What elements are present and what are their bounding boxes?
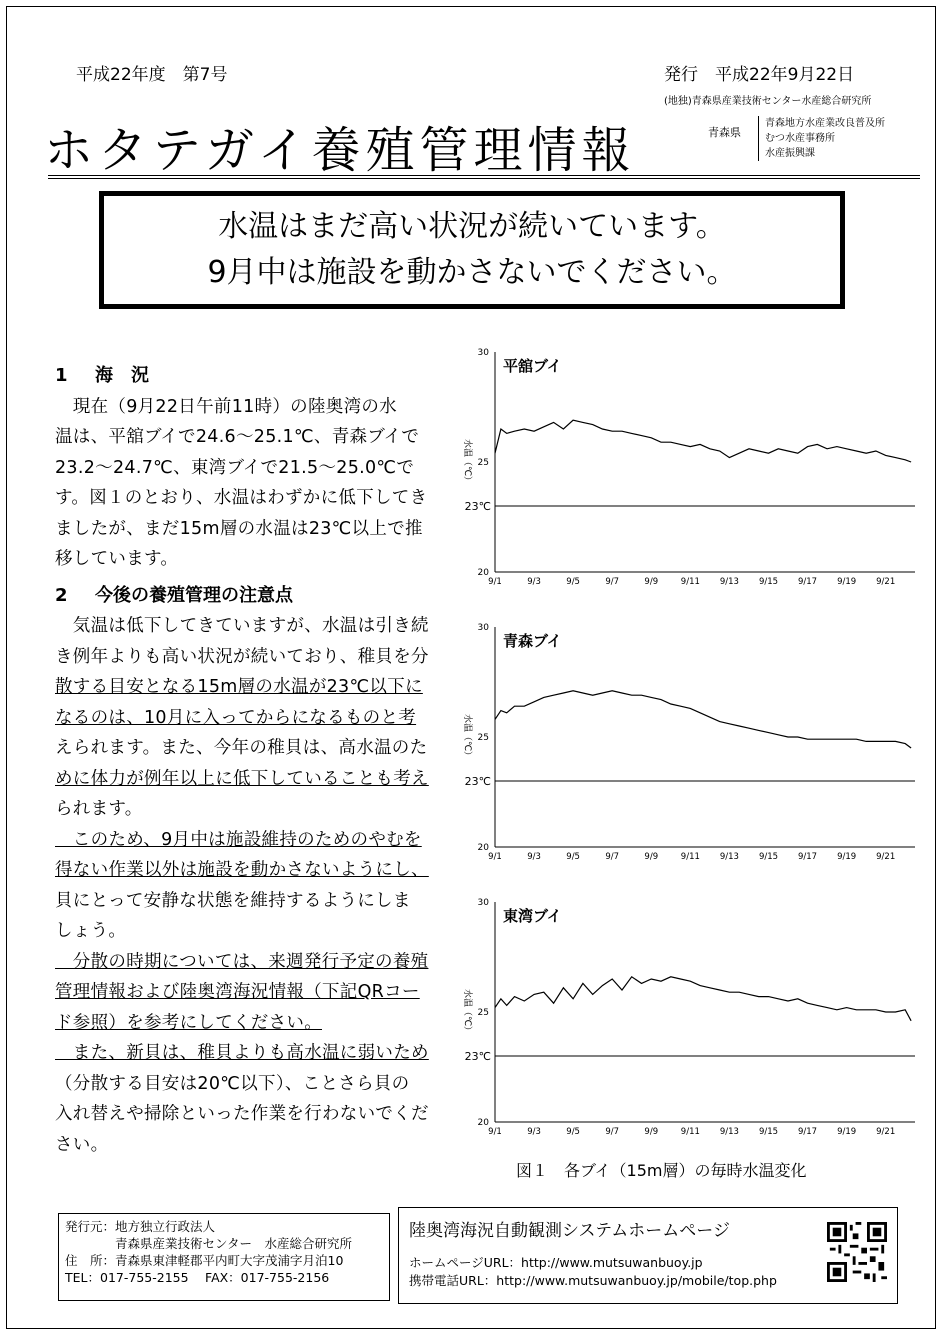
publisher-line: TEL：017-755-2155 FAX：017-755-2156	[65, 1270, 330, 1285]
x-tick-label: 9/15	[758, 1127, 779, 1137]
x-tick-label: 9/3	[527, 577, 541, 587]
y-axis-label: 水温（℃）	[462, 713, 472, 761]
text-line: 分散の時期については、来週発行予定の養殖	[55, 951, 429, 972]
chart-title: 平舘ブイ	[503, 357, 562, 375]
text-line: ましたが、まだ15m層の水温は23℃以上で推	[55, 518, 423, 539]
x-tick-label: 9/19	[837, 577, 857, 587]
section-heading	[55, 361, 455, 392]
paragraph	[55, 825, 455, 947]
x-tick-label: 9/15	[758, 577, 779, 587]
publisher-line: 青森県産業技術センター 水産総合研究所	[65, 1236, 353, 1251]
chart-panel	[455, 340, 925, 1160]
y-tick-label: 30	[477, 898, 489, 908]
mobile-url[interactable]: 携帯電話URL：http://www.mutsuwanbuoy.jp/mobile/top.php	[409, 1273, 777, 1288]
reference-label: 23℃	[464, 500, 491, 513]
x-tick-label: 9/3	[527, 852, 541, 862]
text-line: 23.2～24.7℃、東湾ブイで21.5～25.0℃で	[55, 457, 415, 478]
text-line: 管理情報および陸奥湾海況情報（下記QRコー	[55, 982, 420, 1002]
x-tick-label: 9/7	[605, 852, 620, 862]
x-tick-label: 9/21	[876, 1127, 896, 1137]
series-line	[495, 691, 911, 748]
paragraph	[55, 392, 455, 575]
x-tick-label: 9/19	[837, 1127, 857, 1137]
homepage-url[interactable]: ホームページURL：http://www.mutsuwanbuoy.jp	[409, 1255, 703, 1270]
y-axis-label: 水温（℃）	[462, 438, 472, 486]
text-line: ド参照）を参考にしてください。	[55, 1012, 322, 1033]
prefecture-label: 青森県	[708, 126, 741, 139]
text-line: なるのは、10月に入ってからになるものと考	[55, 707, 417, 728]
x-tick-label: 9/13	[719, 1127, 739, 1137]
x-tick-label: 9/21	[876, 852, 896, 862]
banner-line: 水温はまだ高い状況が続いています。	[218, 209, 726, 244]
publisher-line: 発行元：地方独立行政法人	[65, 1219, 216, 1234]
x-tick-label: 9/5	[566, 577, 580, 587]
x-tick-label: 9/7	[605, 577, 620, 587]
department-item: むつ水産事務所	[765, 133, 835, 144]
x-tick-label: 9/7	[605, 1127, 620, 1137]
chart-tairadate	[455, 340, 925, 590]
section-title: 海 況	[95, 365, 149, 386]
chart-svg	[455, 615, 925, 865]
x-tick-label: 9/13	[719, 577, 739, 587]
x-tick-label: 9/1	[488, 577, 502, 587]
article-body	[55, 355, 455, 1160]
issue-number: 平成22年度 第7号	[76, 65, 228, 85]
reference-label: 23℃	[464, 775, 491, 788]
qr-code-icon[interactable]	[827, 1222, 887, 1282]
x-tick-label: 9/17	[798, 1127, 818, 1137]
text-line: 得ない作業以外は施設を動かさないようにし、	[55, 860, 429, 880]
publisher-line: 住 所：青森県東津軽郡平内町大字茂浦字月泊10	[65, 1253, 344, 1268]
series-line	[495, 977, 911, 1021]
text-line: られます。	[55, 799, 143, 819]
homepage-box	[398, 1207, 898, 1304]
banner-line: 9月中は施設を動かさないでください。	[207, 255, 737, 290]
department-item: 水産振興課	[765, 148, 815, 159]
paragraph	[55, 611, 455, 825]
x-tick-label: 9/19	[837, 852, 857, 862]
x-tick-label: 9/17	[798, 577, 818, 587]
section-number: 2	[55, 584, 68, 606]
y-tick-label: 30	[477, 623, 489, 633]
x-tick-label: 9/11	[680, 577, 700, 587]
text-line: さい。	[55, 1134, 109, 1155]
x-tick-label: 9/13	[719, 852, 739, 862]
section-title: 今後の養殖管理の注意点	[95, 584, 293, 606]
x-tick-label: 9/17	[798, 852, 818, 862]
text-line: 散する目安となる15m層の水温が23℃以下に	[55, 677, 423, 697]
text-line: めに体力が例年以上に低下していることも考え	[55, 768, 429, 789]
x-tick-label: 9/5	[566, 852, 580, 862]
y-tick-label: 20	[477, 1118, 489, 1128]
text-line: 気温は低下してきていますが、水温は引き続	[55, 616, 429, 636]
x-tick-label: 9/1	[488, 1127, 502, 1137]
text-line: 移しています。	[55, 549, 179, 569]
figure-caption: 図１ 各ブイ（15m層）の毎時水温変化	[516, 1161, 807, 1180]
homepage-title: 陸奥湾海況自動観測システムホームページ	[409, 1221, 730, 1241]
y-axis-label: 水温（℃）	[462, 988, 472, 1036]
chart-title: 青森ブイ	[503, 632, 562, 650]
x-tick-label: 9/3	[527, 1127, 541, 1137]
text-line: しょう。	[55, 921, 127, 941]
chart-title: 東湾ブイ	[503, 907, 562, 925]
institute-name: (地独)青森県産業技術センター水産総合研究所	[664, 96, 872, 107]
publisher-box	[58, 1213, 390, 1301]
text-line: また、新貝は、稚貝よりも高水温に弱いため	[55, 1043, 429, 1063]
reference-label: 23℃	[464, 1050, 491, 1063]
x-tick-label: 9/9	[644, 577, 659, 587]
headline-banner	[99, 191, 845, 309]
y-tick-label: 25	[477, 1008, 489, 1018]
x-tick-label: 9/11	[680, 852, 700, 862]
text-line: えられます。また、今年の稚貝は、高水温のた	[55, 738, 428, 758]
header-rule	[48, 175, 920, 176]
text-line: （分散する目安は20℃以下）、ことさら貝の	[55, 1073, 410, 1094]
chart-higashiwan	[455, 890, 925, 1140]
text-line: 現在（9月22日午前11時）の陸奥湾の水	[55, 396, 397, 417]
text-line: 貝にとって安静な状態を維持するようにしま	[55, 890, 411, 911]
section-heading	[55, 581, 455, 612]
y-tick-label: 25	[477, 733, 489, 743]
x-tick-label: 9/9	[644, 1127, 659, 1137]
y-tick-label: 20	[477, 568, 489, 578]
chart-aomori	[455, 615, 925, 865]
text-line: 温は、平舘ブイで24.6～25.1℃、青森ブイで	[55, 427, 420, 447]
chart-svg	[455, 340, 925, 590]
issue-date: 発行 平成22年9月22日	[664, 65, 855, 85]
page-title: ホタテガイ養殖管理情報	[44, 122, 636, 179]
x-tick-label: 9/1	[488, 852, 502, 862]
department-list	[758, 116, 885, 161]
x-tick-label: 9/21	[876, 577, 896, 587]
x-tick-label: 9/9	[644, 852, 659, 862]
series-line	[495, 420, 911, 462]
paragraph	[55, 1038, 455, 1160]
y-tick-label: 20	[477, 843, 489, 853]
text-line: 入れ替えや掃除といった作業を行わないでくだ	[55, 1104, 429, 1124]
y-tick-label: 25	[477, 458, 489, 468]
text-line: き例年よりも高い状況が続いており、稚貝を分	[55, 646, 429, 667]
text-line: このため、9月中は施設維持のためのやむを	[55, 829, 422, 850]
department-item: 青森地方水産業改良普及所	[765, 118, 885, 129]
x-tick-label: 9/11	[680, 1127, 700, 1137]
header-rule	[48, 178, 920, 179]
y-tick-label: 30	[477, 348, 489, 358]
text-line: す。図１のとおり、水温はわずかに低下してき	[55, 488, 428, 508]
x-tick-label: 9/5	[566, 1127, 580, 1137]
x-tick-label: 9/15	[758, 852, 779, 862]
section-number: 1	[55, 365, 68, 386]
chart-svg	[455, 890, 925, 1140]
paragraph	[55, 947, 455, 1039]
